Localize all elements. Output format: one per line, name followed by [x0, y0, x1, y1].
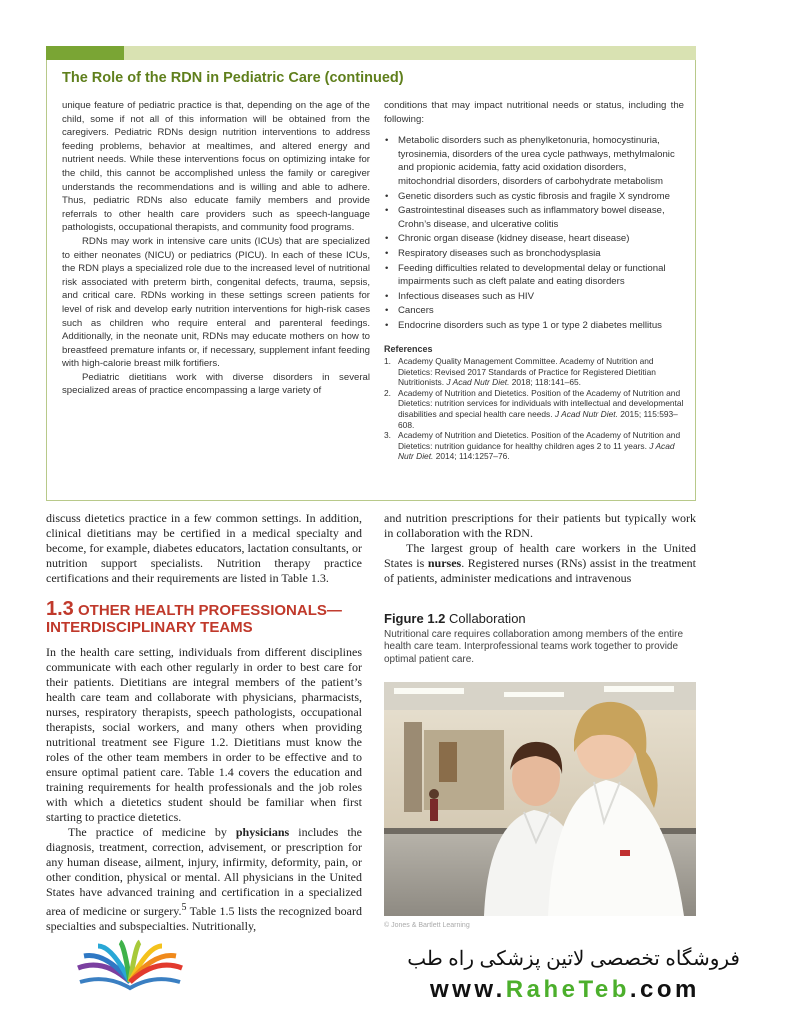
list-item: • Endocrine disorders such as type 1 or type 2 diabetes mellitus: [384, 319, 684, 333]
reference-text: Academy Quality Management Committee. Academy of Nutrition and Dietetics: Revised 2017 Standards of Practice for Registered Dietitian Nutritionists.: [398, 356, 656, 388]
figure-name: Collaboration: [449, 611, 526, 626]
body-paragraph: In the health care setting, individuals from different disciplines communicate with each other regularly in order to best care for their patients. Dietitians are integral members of the patient’s health care team and collaborate with physicians, pharmacists, nurses, respiratory therapists, speech pathologists, occupational therapists, social workers, and many others when providing nutritional treatment see Figure 1.2. Dietitians must know the roles of the other team members in order to be effective and to ensure optimal patient care. Table 1.4 covers the education and training requirements for health professionals and the job roles with which a dietetics student should be familiar when first starting to practice dietetics.: [46, 645, 362, 824]
text-run: The practice of medicine by: [68, 825, 236, 839]
body-paragraph: and nutrition prescriptions for their patients but typically work in collaboration with the RDN.: [384, 511, 696, 540]
reference-cite: 2015; 115:593–608.: [398, 409, 678, 430]
body-paragraph: [384, 541, 696, 586]
condition-list: [384, 134, 684, 332]
references-heading: References: [384, 343, 433, 354]
references-list: [384, 356, 684, 462]
section-heading: [46, 598, 362, 636]
sidebar-left-column: [62, 99, 370, 398]
reference-text: Academy of Nutrition and Dietetics. Position of the Academy of Nutrition and Dietetics: nutrition services for individuals with intellectual and developmental disabilities and special health care needs.: [398, 387, 684, 420]
section-number: 1.3: [46, 598, 74, 620]
figure-caption: Nutritional care requires collaboration among members of the entire health care team. Interprofessional teams work together to provide optimal patient care.: [384, 629, 684, 665]
sidebar-paragraph: RDNs may work in intensive care units (ICUs) that are specialized to either neonates (NICU) or pediatrics (PICU). In each of these ICUs, the RDN plays a specialized role due to the increased level of nutritional risk associated with preterm birth, congenital defects, trauma, sepsis, and critical care. RDNs working in these settings screen patients for level of risk and develop early nutrition interventions for high-risk cases such as children who require enteral and parenteral feedings. Additionally, in the neonate unit, RDNs may educate mothers on how to breastfeed premature infants or, if necessary, supplement infant feeding with high-calorie breast milk fortifiers.: [62, 235, 370, 370]
list-item: • Feeding difficulties related to developmental delay or functional impairments such as cleft palate and eating disorders: [384, 262, 684, 289]
sidebar-title: The Role of the RDN in Pediatric Care (continued): [62, 70, 404, 86]
section-title: OTHER HEALTH PROFESSIONALS—INTERDISCIPLINARY TEAMS: [46, 602, 342, 636]
body-right-column: [384, 511, 696, 586]
book-logo-icon: [70, 938, 190, 1008]
reference-journal: J Acad Nutr Diet.: [554, 409, 618, 420]
body-paragraph: [46, 825, 362, 934]
reference-item: [384, 388, 684, 430]
figure-title: [384, 611, 526, 626]
sidebar-intro: conditions that may impact nutritional needs or status, including the following:: [384, 100, 684, 125]
text-run: . Registered nurses (RNs) assist in the treatment of patients, administer medications and intravenous: [384, 556, 696, 585]
sidebar-accent-bar: [46, 46, 124, 60]
sidebar-right-column: [384, 99, 684, 462]
url-prefix: www.: [430, 976, 506, 1003]
key-term: physicians: [235, 825, 290, 839]
watermark-url: [430, 976, 700, 1004]
footnote-marker: 5: [181, 902, 187, 913]
sidebar-header-band: [124, 46, 696, 60]
key-term: nurses: [427, 556, 462, 570]
reference-number: 3.: [384, 430, 391, 441]
reference-cite: 2018; 118:141–65.: [511, 377, 581, 388]
reference-number: 2.: [384, 387, 391, 398]
reference-item: [384, 356, 684, 388]
figure-label: Figure 1.2: [384, 611, 446, 626]
list-item: • Metabolic disorders such as phenylketonuria, homocystinuria, tyrosinemia, disorders of the urea cycle pathways, methylmalonic and propionic acidemia, fatty acid oxidation disorders, mitochondrial disorders, disorders of carbohydrate metabolism: [384, 134, 684, 188]
list-item: • Respiratory diseases such as bronchodysplasia: [384, 247, 684, 261]
sidebar-paragraph: unique feature of pediatric practice is that, depending on the age of the child, some if not all of this information will be obtained from the caregivers. Pediatric RDNs design nutrition interventions to address feeding problems, behavior at mealtimes, and altered energy and nutrient needs. While these interventions focus on optimizing intake for the child, this cannot be accomplished unless the family or caregiver understands the recommendations and is willing and able to adhere. Thus, pediatric RDNs also educate family members and provide referrals to other health care providers such as speech-language pathologists, occupational therapists, and community food programs.: [62, 100, 370, 234]
text-run: Table 1.5 lists the recognized board specialties and subspecialties. Nutritionally,: [46, 904, 362, 933]
list-item: • Infectious diseases such as HIV: [384, 290, 684, 304]
reference-item: [384, 430, 684, 462]
url-brand: RaheTeb: [505, 976, 630, 1003]
list-item: • Cancers: [384, 304, 684, 318]
reference-journal: J Acad Nutr Diet.: [446, 377, 510, 388]
figure-credit: © Jones & Bartlett Learning: [384, 922, 470, 929]
reference-journal: J Acad Nutr Diet.: [398, 440, 675, 462]
collaboration-photo: [384, 682, 696, 916]
reference-number: 1.: [384, 356, 391, 367]
watermark-store-name: فروشگاه تخصصی لاتین پزشکی راه طب: [407, 948, 740, 970]
reference-text: Academy of Nutrition and Dietetics. Position of the Academy of Nutrition and Dietetics: nutrition guidance for healthy children ages 2 to 11 years.: [398, 430, 681, 451]
body-left-column: [46, 645, 362, 934]
reference-cite: 2014; 114:1257–76.: [435, 451, 510, 462]
body-left-top: [46, 511, 362, 586]
url-suffix: .com: [629, 976, 700, 1003]
text-run: includes the diagnosis, treatment, correction, advisement, or prescription for any human disease, ailment, injury, infirmity, deformity, pain, or other condition, physical or mental. All physicians in the United States have advanced training and certification in a specialized area of medicine or surgery.: [46, 825, 362, 918]
list-item: • Genetic disorders such as cystic fibrosis and fragile X syndrome: [384, 190, 684, 204]
text-run: The largest group of health care workers in the United States is: [384, 541, 696, 570]
sidebar-paragraph: Pediatric dietitians work with diverse disorders in several specialized areas of practice encompassing a large variety of: [62, 371, 370, 397]
list-item: • Chronic organ disease (kidney disease, heart disease): [384, 232, 684, 246]
list-item: • Gastrointestinal diseases such as inflammatory bowel disease, Crohn’s disease, and ulcerative colitis: [384, 204, 684, 231]
body-paragraph: discuss dietetics practice in a few common settings. In addition, clinical dietitians may be certified in a medical specialty and become, for example, diabetes educators, lactation consultants, or nutrition support specialists. Nutrition therapy practice certifications and their requirements are listed in Table 1.3.: [46, 511, 362, 585]
